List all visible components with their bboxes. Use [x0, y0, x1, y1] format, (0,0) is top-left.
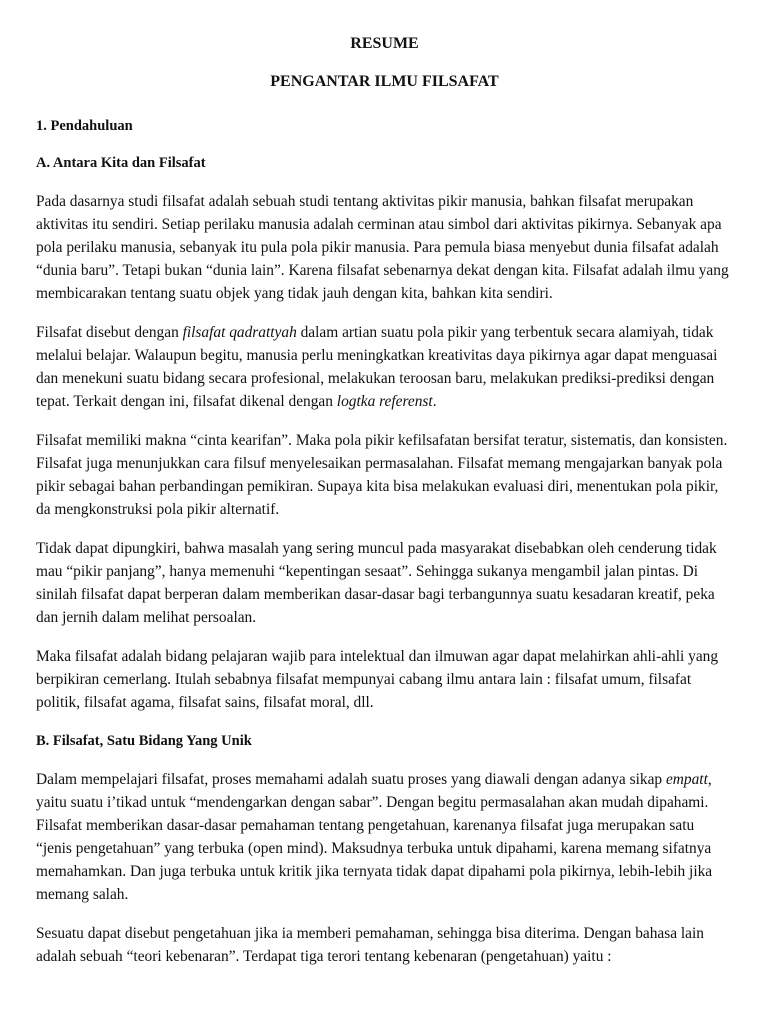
document-subtitle: PENGANTAR ILMU FILSAFAT [270, 73, 499, 90]
document-title: RESUME [350, 35, 419, 52]
paragraph-a2-part3: . [432, 393, 437, 410]
paragraph-b1 [36, 768, 733, 906]
paragraph-a4: Tidak dapat dipungkiri, bahwa masalah yang sering muncul pada masyarakat disebabkan oleh cenderung tidak mau “pikir panjang”, hanya memenuhi “kepentingan sesaat”. Sehingga sukanya mengambil jalan pintas. Di sinilah filsafat dapat berperan dalam memberikan dasar-dasar bagi terbangunnya suatu kesadaran kreatif, peka dan jernih dalam melihat persoalan. [36, 540, 717, 626]
paragraph-a2 [36, 321, 733, 413]
paragraph-a5: Maka filsafat adalah bidang pelajaran wajib para intelektual dan ilmuwan agar dapat melahirkan ahli-ahli yang berpikiran cemerlang. Itulah sebabnya filsafat mempunyai cabang ilmu antara lain : filsafat umum, filsafat politik, filsafat agama, filsafat sains, filsafat moral, dll. [36, 648, 719, 711]
term-empatt: empatt [665, 771, 708, 788]
term-logtka-referenst: logtka referenst [336, 393, 433, 410]
paragraph-b1-part2: , yaitu suatu i’tikad untuk “mendengarkan dengan sabar”. Dengan begitu permasalahan akan mudah dipahami. Filsafat memberikan dasar-dasar pemahaman tentang pengetahuan, karenanya filsafat juga merupakan satu “jenis pengetahuan” yang terbuka (open mind). Maksudnya terbuka untuk dipahami, karena memang sifatnya memahamkan. Dan juga terbuka untuk kritik jika ternyata tidak dapat dipahami pola pikirnya, lebih-lebih jika memang salah. [36, 771, 713, 903]
paragraph-a1: Pada dasarnya studi filsafat adalah sebuah studi tentang aktivitas pikir manusia, bahkan filsafat merupakan aktivitas itu sendiri. Setiap perilaku manusia adalah cerminan atau simbol dari aktivitas pikirnya. Sebanyak apa pola perilaku manusia, sebanyak itu pula pola pikir manusia. Para pemula biasa menyebut dunia filsafat adalah “dunia baru”. Tetapi bukan “dunia lain”. Karena filsafat sebenarnya dekat dengan kita. Filsafat adalah ilmu yang membicarakan tentang suatu objek yang tidak jauh dengan kita, bahkan kita sendiri. [36, 193, 729, 302]
paragraph-b1-part1: Dalam mempelajari filsafat, proses memahami adalah suatu proses yang diawali dengan adanya sikap [36, 771, 666, 788]
section-heading-pendahuluan: 1. Pendahuluan [36, 118, 133, 134]
term-filsafat-qadrattyah: filsafat qadrattyah [182, 324, 297, 341]
paragraph-a3: Filsafat memiliki makna “cinta kearifan”. Maka pola pikir kefilsafatan bersifat teratur, sistematis, dan konsisten. Filsafat juga menunjukkan cara filsuf menyelesaikan permasalahan. Filsafat memang mengajarkan banyak pola pikir sebagai bahan perbandingan pemikiran. Supaya kita bisa melakukan evaluasi diri, menentukan pola pikir, da mengkonstruksi pola pikir alternatif. [36, 432, 728, 518]
subsection-heading-a: A. Antara Kita dan Filsafat [36, 155, 206, 171]
paragraph-a2-part1: Filsafat disebut dengan [36, 324, 183, 341]
paragraph-b2: Sesuatu dapat disebut pengetahuan jika ia memberi pemahaman, sehingga bisa diterima. Dengan bahasa lain adalah sebuah “teori kebenaran”. Terdapat tiga terori tentang kebenaran (pengetahuan) yaitu : [36, 925, 704, 965]
subsection-heading-b: B. Filsafat, Satu Bidang Yang Unik [36, 733, 252, 749]
paragraph-a2-part2: dalam artian suatu pola pikir yang terbentuk secara alamiyah, tidak melalui belajar. Walaupun begitu, manusia perlu meningkatkan kreativitas daya pikirnya agar dapat menguasai dan menekuni suatu bidang secara profesional, melakukan teroosan baru, melakukan prediksi-prediksi dengan tepat. Terkait dengan ini, filsafat dikenal dengan [36, 324, 718, 410]
